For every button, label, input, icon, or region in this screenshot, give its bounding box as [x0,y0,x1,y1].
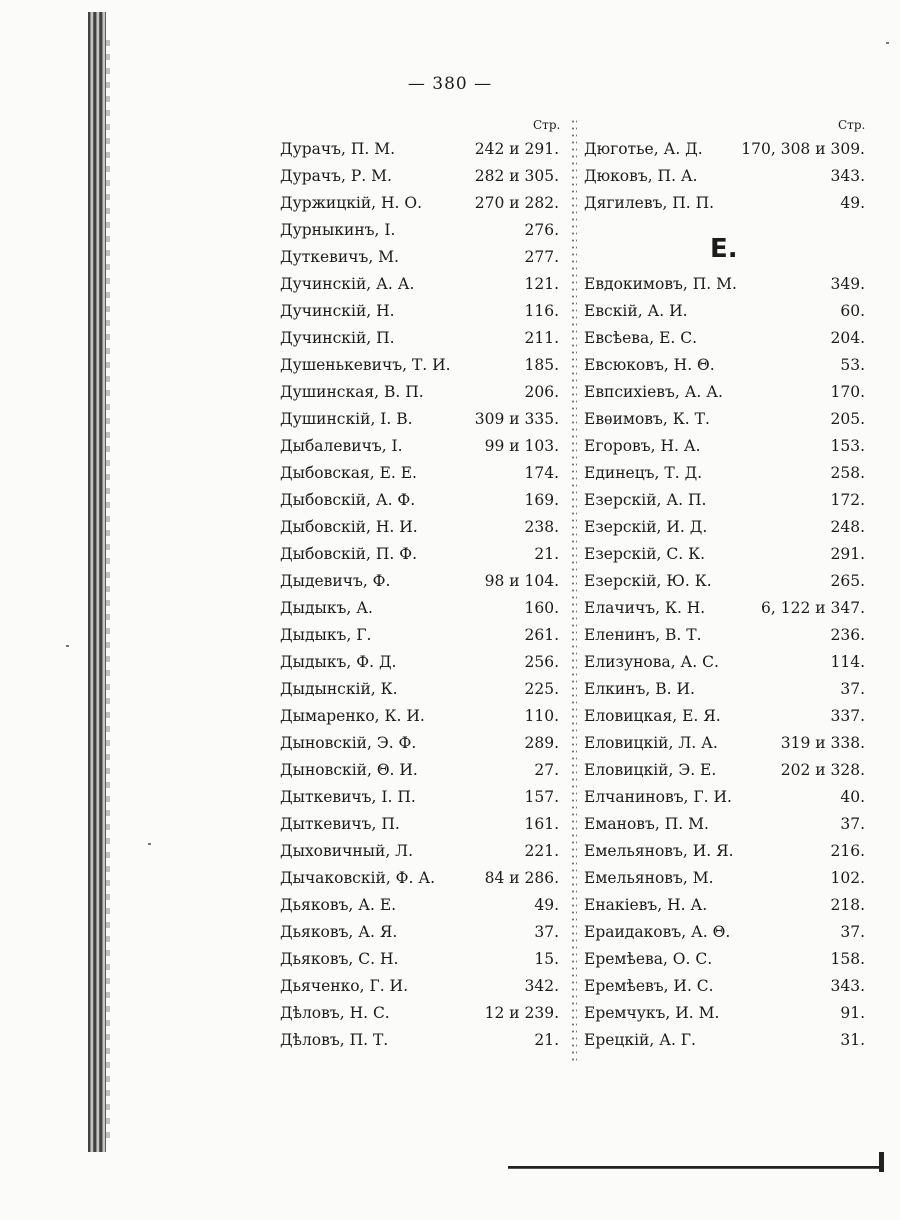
index-entry [280,757,559,784]
index-entry [280,298,559,325]
entry-pages: 270 и 282. [474,194,559,212]
index-entry [280,379,559,406]
entry-pages: 319 и 338. [780,734,865,752]
entry-name: Дьяковъ, А. Я. [280,923,398,941]
entry-pages: 309 и 335. [474,410,559,428]
entry-name: Дымаренко, К. И. [280,707,425,725]
left-column-header: Стр. [533,118,561,132]
index-entry [584,757,865,784]
entry-name: Душенькевичъ, Т. И. [280,356,451,374]
index-entry [584,595,865,622]
index-entry [584,973,865,1000]
entry-name: Дыдыкъ, А. [280,599,373,617]
entry-name: Душинская, В. П. [280,383,424,401]
entry-pages: 84 и 286. [484,869,559,887]
entry-name: Дьяковъ, А. Е. [280,896,397,914]
index-entry [584,649,865,676]
index-entry [280,595,559,622]
entry-name: Дыткевичъ, П. [280,815,400,833]
entry-pages: 211. [524,329,559,347]
entry-name: Дыбовскій, П. Ф. [280,545,418,563]
index-entry [280,784,559,811]
entry-pages: 206. [524,383,559,401]
index-entry [584,163,865,190]
index-entry [280,811,559,838]
entry-name: Евсюковъ, Н. Θ. [584,356,715,374]
paper-speck [886,42,889,44]
entry-pages: 15. [534,950,559,968]
entry-name: Дыновскій, Θ. И. [280,761,418,779]
entry-name: Дыбовскій, Н. И. [280,518,418,536]
entry-pages: 12 и 239. [484,1004,559,1022]
index-entry [584,946,865,973]
binding-stitch-marks [106,40,110,1140]
entry-name: Дучинскій, А. А. [280,275,415,293]
entry-name: Ерецкій, А. Г. [584,1031,696,1049]
entry-name: Дуткевичъ, М. [280,248,399,266]
entry-name: Дыдыкъ, Г. [280,626,372,644]
index-entry [280,244,559,271]
entry-pages: 242 и 291. [474,140,559,158]
entry-name: Дыдынскій, К. [280,680,398,698]
entry-name: Душинскій, I. В. [280,410,413,428]
entry-pages: 248. [830,518,865,536]
entry-name: Емельяновъ, И. Я. [584,842,734,860]
entry-pages: 169. [524,491,559,509]
entry-name: Дюготье, А. Д. [584,140,703,158]
index-entry [280,190,559,217]
index-entry [280,325,559,352]
entry-pages: 170. [830,383,865,401]
entry-name: Дыдыкъ, Ф. Д. [280,653,397,671]
entry-name: Енакіевъ, Н. А. [584,896,708,914]
entry-pages: 277. [524,248,559,266]
entry-pages: 160. [524,599,559,617]
index-entry [584,892,865,919]
index-entry [584,271,865,298]
entry-name: Езерскій, А. П. [584,491,707,509]
entry-name: Дыбалевичъ, I. [280,437,403,455]
entry-pages: 205. [830,410,865,428]
entry-pages: 221. [524,842,559,860]
entry-name: Дычаковскій, Ф. А. [280,869,436,887]
index-entry [280,352,559,379]
entry-name: Егоровъ, Н. А. [584,437,701,455]
index-entry [584,1000,865,1027]
entry-pages: 49. [840,194,865,212]
entry-name: Езерскій, С. К. [584,545,706,563]
entry-pages: 225. [524,680,559,698]
entry-pages: 161. [524,815,559,833]
entry-pages: 218. [830,896,865,914]
entry-pages: 37. [840,680,865,698]
entry-name: Еремѣева, О. С. [584,950,713,968]
index-entry [584,487,865,514]
index-entry [584,1027,865,1054]
entry-name: Евѳимовъ, К. Т. [584,410,710,428]
entry-name: Емановъ, П. М. [584,815,709,833]
bottom-rule [508,1166,884,1171]
entry-name: Дыбовская, Е. Е. [280,464,417,482]
entry-pages: 185. [524,356,559,374]
entry-pages: 256. [524,653,559,671]
index-entry [280,649,559,676]
entry-name: Евсѣева, Е. С. [584,329,698,347]
entry-pages: 236. [830,626,865,644]
index-entry [584,433,865,460]
entry-name: Езерскій, И. Д. [584,518,708,536]
index-entry [280,487,559,514]
entry-pages: 291. [830,545,865,563]
entry-name: Евдокимовъ, П. М. [584,275,737,293]
column-divider [571,118,577,1063]
index-entry [584,190,865,217]
index-entry [584,298,865,325]
entry-pages: 6, 122 и 347. [761,599,865,617]
entry-pages: 121. [524,275,559,293]
entry-name: Елкинъ, В. И. [584,680,695,698]
index-entry [584,541,865,568]
index-entry [280,892,559,919]
index-entry [584,514,865,541]
entry-name: Дюковъ, П. А. [584,167,698,185]
index-entry [280,838,559,865]
right-column-header: Стр. [838,118,866,132]
paper-speck [66,645,69,647]
entry-name: Дурачъ, Р. М. [280,167,392,185]
entry-pages: 170, 308 и 309. [741,140,865,158]
entry-pages: 98 и 104. [484,572,559,590]
entry-pages: 53. [840,356,865,374]
index-entry [584,811,865,838]
index-entry [280,136,559,163]
index-entry [280,946,559,973]
index-entry [584,325,865,352]
index-entry [584,676,865,703]
index-entry [280,1000,559,1027]
index-entry [280,919,559,946]
entry-pages: 91. [840,1004,865,1022]
book-binding-edge [88,12,106,1152]
index-entry [280,703,559,730]
index-entry [280,514,559,541]
entry-pages: 153. [830,437,865,455]
index-entry [584,352,865,379]
paper-speck [148,843,151,845]
entry-pages: 265. [830,572,865,590]
entry-pages: 204. [830,329,865,347]
index-entry [280,676,559,703]
section-letter: Е. [710,234,738,264]
entry-pages: 60. [840,302,865,320]
entry-pages: 157. [524,788,559,806]
entry-name: Дыдевичъ, Ф. [280,572,391,590]
entry-name: Еремѣевъ, И. С. [584,977,714,995]
entry-pages: 349. [830,275,865,293]
entry-pages: 342. [524,977,559,995]
index-entry [280,460,559,487]
index-entry [584,865,865,892]
entry-pages: 114. [830,653,865,671]
entry-name: Дыбовскій, А. Ф. [280,491,416,509]
entry-name: Еремчукъ, И. М. [584,1004,720,1022]
entry-name: Дѣловъ, Н. С. [280,1004,390,1022]
index-entry [280,271,559,298]
index-entry [584,406,865,433]
entry-pages: 99 и 103. [484,437,559,455]
entry-name: Дѣловъ, П. Т. [280,1031,389,1049]
entry-pages: 110. [524,707,559,725]
entry-name: Елачичъ, К. Н. [584,599,706,617]
entry-pages: 37. [840,815,865,833]
entry-pages: 276. [524,221,559,239]
entry-pages: 21. [534,545,559,563]
entry-pages: 216. [830,842,865,860]
entry-pages: 174. [524,464,559,482]
entry-name: Еловицкая, Е. Я. [584,707,721,725]
index-entry [280,541,559,568]
entry-name: Евпсихіевъ, А. А. [584,383,723,401]
index-entry [584,838,865,865]
index-entry [584,460,865,487]
index-entry [584,730,865,757]
index-entry [584,568,865,595]
entry-name: Ераидаковъ, А. Θ. [584,923,731,941]
entry-name: Елчаниновъ, Г. И. [584,788,732,806]
entry-pages: 343. [830,167,865,185]
entry-name: Дучинскій, П. [280,329,395,347]
entry-pages: 282 и 305. [474,167,559,185]
index-entry [584,919,865,946]
index-entry [280,568,559,595]
entry-name: Дучинскій, Н. [280,302,395,320]
entry-pages: 343. [830,977,865,995]
entry-pages: 49. [534,896,559,914]
entry-name: Дыховичный, Л. [280,842,414,860]
index-entry [280,163,559,190]
entry-name: Еловицкій, Э. Е. [584,761,717,779]
entry-name: Езерскій, Ю. К. [584,572,712,590]
entry-pages: 172. [830,491,865,509]
entry-pages: 289. [524,734,559,752]
index-entry [584,784,865,811]
entry-name: Еловицкій, Л. А. [584,734,718,752]
entry-name: Единецъ, Т. Д. [584,464,703,482]
entry-name: Дыновскій, Э. Ф. [280,734,417,752]
entry-name: Емельяновъ, М. [584,869,714,887]
entry-name: Еленинъ, В. Т. [584,626,702,644]
entry-name: Дыткевичъ, I. П. [280,788,416,806]
entry-pages: 261. [524,626,559,644]
entry-pages: 202 и 328. [780,761,865,779]
index-entry [280,865,559,892]
entry-name: Елизунова, А. С. [584,653,719,671]
entry-pages: 31. [840,1031,865,1049]
entry-name: Дурныкинъ, I. [280,221,396,239]
entry-pages: 238. [524,518,559,536]
page-number: — 380 — [407,74,493,94]
index-entry [280,1027,559,1054]
entry-pages: 37. [534,923,559,941]
index-entry [280,217,559,244]
index-entry [584,136,865,163]
entry-pages: 337. [830,707,865,725]
entry-name: Дуржицкій, Н. О. [280,194,423,212]
index-entry [280,622,559,649]
index-entry [280,433,559,460]
entry-pages: 102. [830,869,865,887]
entry-name: Евскій, А. И. [584,302,688,320]
entry-name: Дьяченко, Г. И. [280,977,409,995]
entry-name: Дьяковъ, С. Н. [280,950,399,968]
entry-pages: 158. [830,950,865,968]
entry-pages: 258. [830,464,865,482]
entry-pages: 21. [534,1031,559,1049]
entry-pages: 40. [840,788,865,806]
entry-pages: 37. [840,923,865,941]
index-entry [584,703,865,730]
index-entry [280,406,559,433]
index-entry [280,730,559,757]
entry-name: Дягилевъ, П. П. [584,194,715,212]
entry-name: Дурачъ, П. М. [280,140,396,158]
index-entry [280,973,559,1000]
entry-pages: 116. [524,302,559,320]
index-entry [584,379,865,406]
entry-pages: 27. [534,761,559,779]
index-entry [584,622,865,649]
